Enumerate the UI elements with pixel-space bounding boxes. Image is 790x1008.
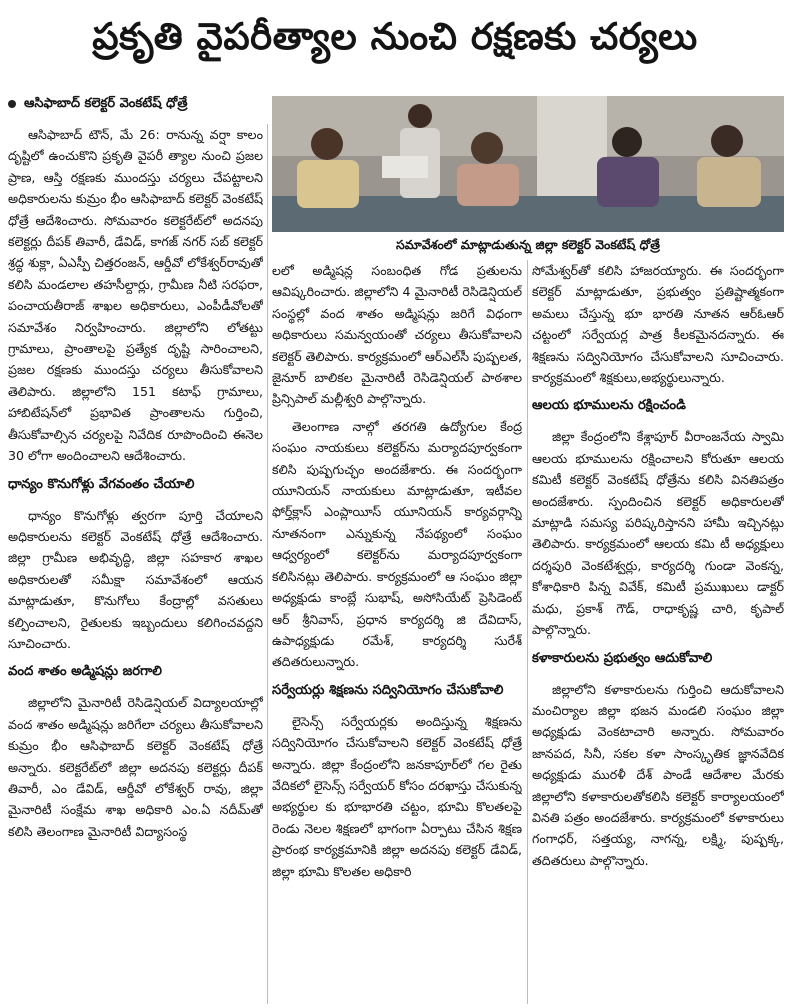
column-divider [267, 124, 268, 1004]
paragraph: ధాన్యం కొనుగోళ్లు త్వరగా పూర్తి చేయాలని అధికారులను కలెక్టర్ వెంకటేష్ ధోత్రే ఆదేశించారు. జిల్లా గ్రామీణ అభివృద్ధి, జిల్లా సహకార శాఖల అధికారులతో సమీక్షా సమావేశంలో ఆయన మాట్లాడుతూ, కొనుగోలు కేంద్రాల్లో వసతులు కల్పించాలని, రైతులకు ఇబ్బందులు కలిగించవద్దని సూచించారు. [8, 507, 263, 651]
paragraph: తెలంగాణ నాల్గో తరగతి ఉద్యోగుల కేంద్ర సంఘం నాయకులు కలెక్టర్‌ను మర్యాదపూర్వకంగా కలిసి పుష్పగుచ్ఛం అందజేశారు. ఈ సందర్భంగా యూనియన్ నాయకులు మాట్లాడుతూ, ఇటీవల ఫోర్త్‌క్లాస్ ఎంప్లాయీస్ యూనియన్ కార్యవర్గాన్ని నూతనంగా ఎన్నుకున్న నేపథ్యంలో సంఘం ఆధ్వర్యంలో కలెక్టర్‌ను మర్యాదపూర్వకంగా కలిసినట్లు తెలిపారు. కార్యక్రమంలో ఆ సంఘం జిల్లా అధ్యక్షుడు కాంబ్లే సుభాష్, అసోసియేట్ ప్రెసిడెంట్ ఆర్ శ్రీనివాస్, ప్రధాన కార్యదర్శి జి దేవిదాస్, ఉపాధ్యక్షుడు రమేశ్, కార్యదర్శి సురేశ్ తదితరులున్నారు. [272, 418, 522, 670]
paragraph: లలో అడ్మిషన్ల సంబంధిత గోడ ప్రతులను ఆవిష్కరించారు. జిల్లాలోని 4 మైనారిటీ రెసిడెన్షియల్ సంస్థల్లో వంద శాతం అడ్మిషన్లు జరిగే విధంగా అధికారులు సమన్వయంతో చర్యలు తీసుకోవాలని కలెక్టర్ తెలిపారు. కార్యక్రమంలో ఆర్‌ఎల్‌సీ పుష్పలత, జైనూర్ బాలికల మైనారిటీ రెసిడెన్షియల్ పాఠశాల ప్రిన్సిపాల్ మల్లీశ్వరి పాల్గొన్నారు. [272, 263, 522, 407]
subheading: ధాన్యం కొనుగోళ్లు వేగవంతం చేయాలి [8, 476, 195, 492]
subheading: ఆలయ భూములను రక్షించండి [532, 398, 686, 414]
middle-column [272, 260, 522, 1004]
meeting-photo-illustration [272, 96, 784, 232]
subheading: వంద శాతం అడ్మిషన్లు జరగాలి [8, 664, 162, 680]
paragraph: లైసెన్స్ సర్వేయర్లకు అందిస్తున్న శిక్షణను సద్వినియోగం చేసుకోవాలని కలెక్టర్ వెంకటేష్ ధోత్రే అన్నారు. జిల్లా కేంద్రంలోని జనకాపూర్‌లో గల రైతు వేదికలో లైసెన్స్ సర్వేయర్ కోసం దరఖాస్తు చేసుకున్న అభ్యర్థుల కు భూభారతి చట్టం, భూమి కొలతలపై రెండు నెలల శిక్షణలో భాగంగా ఏర్పాటు చేసిన శిక్షణ ప్రారంభ కార్యక్రమానికి జిల్లా అదనపు కలెక్టర్ డేవిడ్, జిల్లా భూమి కొలతల అధికారి [272, 713, 522, 879]
byline-text: ఆసిఫాబాద్ కలెక్టర్ వెంకటేష్ ధోత్రే [24, 96, 188, 111]
subheading: కళాకారులను ప్రభుత్వం ఆదుకోవాలి [532, 650, 713, 666]
byline [8, 96, 263, 114]
article-headline: ప్రకృతి వైపరీత్యాల నుంచి రక్షణకు చర్యలు [92, 15, 698, 58]
left-column [8, 124, 263, 1004]
paragraph: జిల్లా కేంద్రంలోని కేశ్లాపూర్ వీరాంజనేయ స్వామి ఆలయ భూములను రక్షించాలని కోరుతూ ఆలయ కమిటీ కలెక్టర్ వెంకటేష్ ధోత్రేను కలిసి వినతిపత్రం అందజేశారు. స్పందించిన కలెక్టర్ అధికారులతో మాట్లాడి సమస్య పరిష్కరిస్తానని హామీ ఇచ్చినట్లు తెలిపారు. కార్యక్రమంలో ఆలయ కమి టీ అధ్యక్షులు దర్శపురి వెంకటేశ్వర్లు, కార్యదర్శి గుండా వెంకన్న, కోశాధికారి పిన్న వివేక్, కమిటీ ప్రముఖులు డాక్టర్ మధు, ప్రకాశ్ గౌడ్, రాధాకృష్ణ చారి, కృపాల్ పాల్గొన్నారు. [532, 429, 784, 638]
column-divider [527, 260, 528, 1004]
subheading: సర్వేయర్లు శిక్షణను సద్వినియోగం చేసుకోవాలి [272, 682, 504, 698]
paragraph: జిల్లాలోని మైనారిటీ రెసిడెన్షియల్ విద్యాలయాల్లో వంద శాతం అడ్మిషన్లు జరిగేలా చర్యలు తీసుకోవాలని కుమ్రం భీం ఆసిఫాబాద్ కలెక్టర్ వెంకటేష్ ధోత్రే అన్నారు. కలెక్టరేట్‌లో జిల్లా అదనపు కలెక్టర్లు దీపక్ తివారీ, ఎం డేవిడ్, ఆర్డీవో లోకేశ్వర్ రావు, జిల్లా మైనారిటీ సంక్షేమ శాఖ అధికారి ఎం.ఏ నదీమ్‌తో కలిసి తెలంగాణ మైనారిటీ విద్యాసంస్థ [8, 695, 263, 839]
paragraph: సోమేశ్వర్‌తో కలిసి హాజరయ్యారు. ఈ సందర్భంగా కలెక్టర్ మాట్లాడుతూ, ప్రభుత్వం ప్రతిష్టాత్మకంగా అమలు చేస్తున్న భూ భారతి నూతన ఆర్‌ఓఆర్ చట్టంలో సర్వేయర్ల పాత్ర కీలకమైనదన్నారు. ఈ శిక్షణను సద్వినియోగం చేసుకోవాలని సూచించారు. కార్యక్రమంలో శిక్షకులు,అభ్యర్థులున్నారు. [532, 263, 784, 386]
photo-caption: సమావేశంలో మాట్లాడుతున్న జిల్లా కలెక్టర్ వెంకటేష్ ధోత్రే [272, 232, 784, 258]
paragraph: జిల్లాలోని కళాకారులను గుర్తించి ఆదుకోవాలని మంచిర్యాల జిల్లా భజన మండలి సంఘం జిల్లా అధ్యక్షుడు వెంకటాచారి అన్నారు. సోమవారం జానపద, సినీ, సకల కళా సాంస్కృతిక జ్ఞానవేదిక అధ్యక్షుడు మురళీ దేశ్ పాండే ఆదేశాల మేరకు జిల్లాలోని కళాకారులతోకలిసి కలెక్టర్ కార్యాలయంలో వినతి పత్రం అందజేశారు. కార్యక్రమంలో కళాకారులు గంగాధర్, సత్తయ్య, నాగన్న, లక్ష్మి, పుష్పక్క, తదితరులు పాల్గొన్నారు. [532, 681, 784, 868]
bullet-icon [8, 100, 16, 108]
right-column [532, 260, 784, 1004]
paragraph: ఆసిఫాబాద్ టౌన్, మే 26: రానున్న వర్షా కాలం దృష్టిలో ఉంచుకొని ప్రకృతి వైపరీ త్యాల నుంచి ప్రజల ప్రాణ, ఆస్తి రక్షణకు ముందస్తు చర్యలు చేపట్టాలని అధికారులను కుమ్రం భీం ఆసిఫాబాద్ కలెక్టర్ వెంకటేష్ ధోత్రే ఆదేశించారు. సోమవారం కలెక్టరేట్‌లో అదనపు కలెక్టర్లు దీపక్ తివారీ, డేవిడ్, కాగజ్ నగర్ సబ్ కలెక్టర్ శ్రద్ధ శుక్లా, ఏఎస్పీ చిత్తరంజన్, ఆర్డీవో లోకేశ్వర్‌రావుతో కలిసి మండలాల తహసీల్దార్లు, గ్రామీణ నీటి సరఫరా, పంచాయతీరాజ్ శాఖల అధికారులు, ఎంపీడీవోలతో సమావేశం నిర్వహించారు. జిల్లాలోని లోతట్టు గ్రామాలు, ప్రాంతాలపై ప్రత్యేక దృష్టి సారించాలని, ప్రజల రక్షణకు ముందస్తు చర్యలు తీసుకోవాలని తెలిపారు. జిల్లాలోని 151 కటాఫ్ గ్రామాలు, హాబిటేషన్‌లో ప్రభావిత ప్రాంతాలను గుర్తించి, తీసుకోవాల్సిన చర్యలపై నివేదిక రూపొందించి ఈనెల 30 లోగా అందించాలని ఆదేశించారు. [8, 127, 263, 464]
news-photo [272, 96, 784, 232]
